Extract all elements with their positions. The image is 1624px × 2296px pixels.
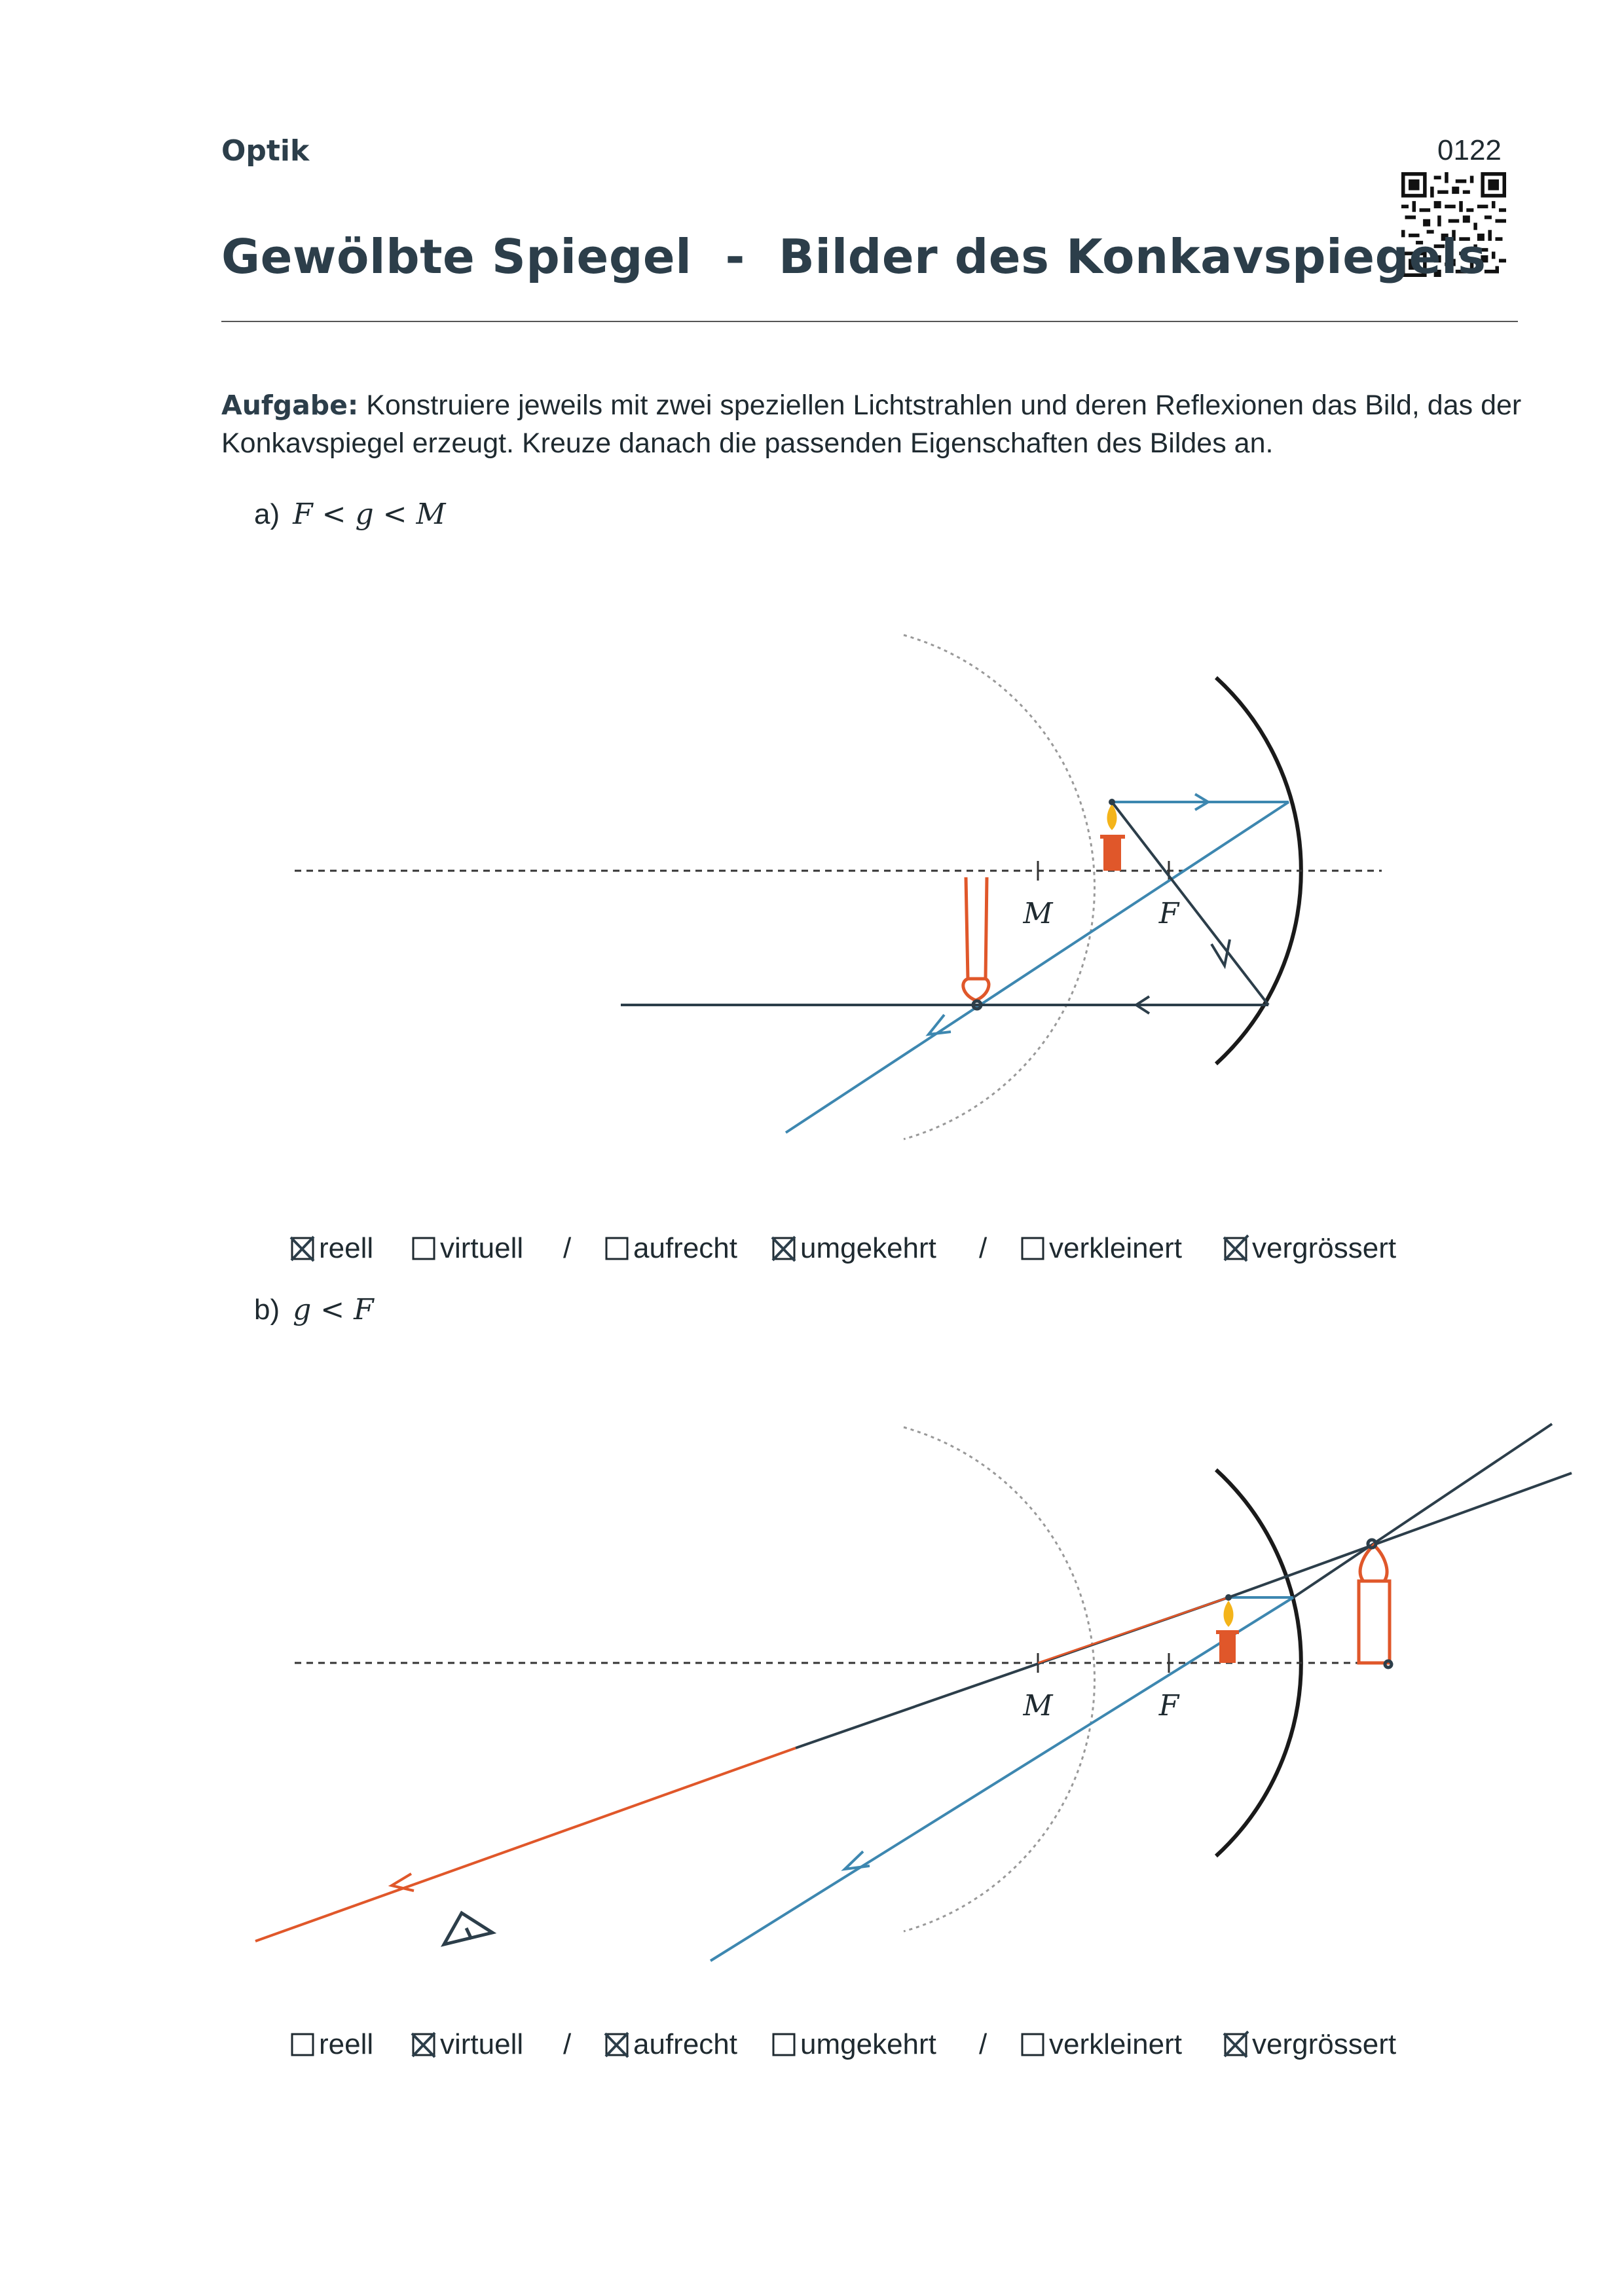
- ray-reflected-blue: [786, 802, 1289, 1133]
- option-b-umgekehrt[interactable]: umgekehrt: [773, 2028, 936, 2061]
- checkbox-checked-icon[interactable]: [1225, 1237, 1247, 1260]
- checkbox-empty-icon[interactable]: [1022, 1237, 1044, 1260]
- ray-arrow-icon: [845, 1851, 870, 1869]
- checkbox-empty-icon[interactable]: [413, 1237, 435, 1260]
- mirror-circle-dashed: [904, 635, 1094, 1139]
- checkbox-empty-icon[interactable]: [1022, 2033, 1044, 2056]
- point-f-label: F: [1158, 1689, 1179, 1722]
- worksheet-code: 0122: [1437, 134, 1502, 166]
- task-label: Aufgabe:: [221, 390, 359, 421]
- image-candle-icon: [1359, 1540, 1392, 1667]
- separator: /: [563, 2028, 572, 2060]
- ray-orange-to-m: [1038, 1597, 1228, 1663]
- checkbox-checked-icon[interactable]: [291, 1237, 314, 1260]
- task-instructions: [221, 386, 1524, 462]
- point-m-label: M: [1023, 897, 1053, 930]
- part-b-label: b): [254, 1294, 280, 1326]
- checkbox-checked-icon[interactable]: [606, 2033, 628, 2056]
- point-m-label: M: [1023, 1689, 1053, 1722]
- part-a-condition: F < g < M: [293, 498, 446, 531]
- option-b-reell[interactable]: reell: [291, 2028, 373, 2061]
- eye-icon: [444, 1913, 492, 1944]
- point-f-label: F: [1158, 897, 1179, 930]
- checkbox-checked-icon[interactable]: [773, 1237, 795, 1260]
- checkbox-checked-icon[interactable]: [413, 2033, 435, 2056]
- option-a-reell[interactable]: reell: [291, 1232, 373, 1265]
- topic-label: Optik: [221, 134, 310, 168]
- part-a-heading: [254, 498, 446, 531]
- option-a-vergroessert[interactable]: vergrössert: [1225, 1232, 1396, 1265]
- option-a-verkleinert[interactable]: verkleinert: [1022, 1232, 1182, 1265]
- option-b-aufrecht[interactable]: aufrecht: [606, 2028, 737, 2061]
- ray-extension-dark: [1228, 1473, 1572, 1597]
- mirror-circle-dashed: [904, 1427, 1094, 1931]
- object-candle-icon: [1100, 799, 1125, 871]
- option-a-virtuell[interactable]: virtuell: [413, 1232, 523, 1265]
- separator: /: [563, 1232, 572, 1264]
- part-b-condition: g < F: [293, 1293, 374, 1326]
- header-divider: [221, 321, 1518, 322]
- option-b-virtuell[interactable]: virtuell: [413, 2028, 523, 2061]
- separator: /: [979, 2028, 987, 2060]
- option-a-umgekehrt[interactable]: umgekehrt: [773, 1232, 936, 1265]
- diagram-b: [0, 1381, 1624, 2003]
- diagram-a: [0, 589, 1624, 1178]
- object-candle-icon: [1216, 1594, 1239, 1663]
- part-b-heading: [254, 1293, 374, 1326]
- page-title: Gewölbte Spiegel - Bilder des Konkavspiegels: [221, 229, 1486, 284]
- ray-extension-dark: [1293, 1424, 1552, 1597]
- part-a-label: a): [254, 498, 280, 530]
- task-text: Konstruiere jeweils mit zwei speziellen Lichtstrahlen und deren Reflexionen das Bild, das der Konkavspiegel erzeugt. Kreuze danach die passenden Eigenschaften des Bildes an.: [221, 390, 1522, 459]
- checkbox-checked-icon[interactable]: [1225, 2033, 1247, 2056]
- checkbox-empty-icon[interactable]: [291, 2033, 314, 2056]
- option-a-aufrecht[interactable]: aufrecht: [606, 1232, 737, 1265]
- ray-reflected-orange: [255, 1748, 796, 1941]
- ray-reflected-blue: [710, 1597, 1293, 1961]
- image-candle-icon: [963, 877, 989, 1009]
- checkbox-empty-icon[interactable]: [606, 1237, 628, 1260]
- option-b-vergroessert[interactable]: vergrössert: [1225, 2028, 1396, 2061]
- checkbox-empty-icon[interactable]: [773, 2033, 795, 2056]
- ray-arrow-icon: [392, 1874, 414, 1891]
- separator: /: [979, 1232, 987, 1264]
- option-b-verkleinert[interactable]: verkleinert: [1022, 2028, 1182, 2061]
